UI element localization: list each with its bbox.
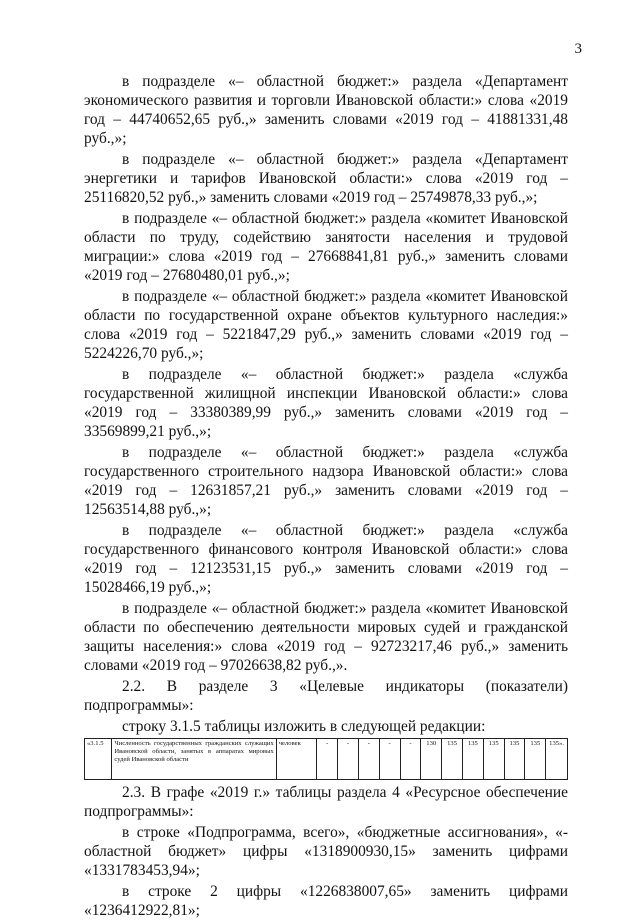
paragraph-construction-supervision: в подразделе «– областной бюджет:» раздела «служба государственного строительного надзора Ивановской области:» слова «2019 год – 12631857,21 руб.,» заменить словами «2019 год – 12563514,88 руб.,»; [84, 444, 568, 518]
paragraph-subprogram-total: в строке «Подпрограмма, всего», «бюджетные ассигнования», «- областной бюджет» цифры «1318900930,15» заменить цифрами «1331783453,94»; [84, 824, 568, 879]
table-cell-value: 135 [525, 739, 546, 780]
document-body [84, 72, 568, 922]
table-cell-value: 135 [483, 739, 504, 780]
table-cell-value: 130 [421, 739, 442, 780]
table-cell-name: Численность государственных гражданских служащих Ивановской области, занятых в аппаратах мировых судей Ивановской области [112, 739, 276, 780]
paragraph-housing-inspection: в подразделе «– областной бюджет:» раздела «служба государственной жилищной инспекции Ивановской области:» слова «2019 год – 33380389,99 руб.,» заменить словами «2019 год – 33569899,21 руб.,»; [84, 366, 568, 440]
table-cell-value: - [400, 739, 421, 780]
paragraph-magistrates-committee: в подразделе «– областной бюджет:» раздела «комитет Ивановской области по обеспечению деятельности мировых судей и гражданской защиты населения:» слова «2019 год – 92723217,46 руб.,» заменить словами «2019 год – 97026638,82 руб.,». [84, 600, 568, 674]
paragraph-cultural-heritage: в подразделе «– областной бюджет:» раздела «комитет Ивановской области по государственной охране объектов культурного наследия:» слова «2019 год – 5221847,29 руб.,» заменить словами «2019 год – 5224226,70 руб.,»; [84, 288, 568, 362]
paragraph-section-2-2: 2.2. В разделе 3 «Целевые индикаторы (показатели) подпрограммы»: [84, 678, 568, 714]
indicators-table [84, 738, 568, 780]
paragraph-row-intro: строку 3.1.5 таблицы изложить в следующей редакции: [122, 718, 486, 735]
page-number: 3 [574, 41, 582, 57]
table-cell-unit: человек [276, 739, 317, 780]
paragraph-labor-committee: в подразделе «– областной бюджет:» раздела «комитет Ивановской области по труду, содействию занятости населения и трудовой миграции:» слова «2019 год – 27668841,81 руб.,» заменить словами «2019 год – 27680480,01 руб.,»; [84, 210, 568, 284]
table-cell-value: 135». [546, 739, 568, 780]
table-cell-value: 135 [504, 739, 525, 780]
table-cell-code: «3.1.5 [85, 739, 112, 780]
paragraph-row-2: в строке 2 цифры «1226838007,65» заменить цифрами «1236412922,81»; [84, 883, 568, 919]
table-cell-value: 135 [442, 739, 463, 780]
paragraph-economic-development: в подразделе «– областной бюджет:» раздела «Департамент экономического развития и торговли Ивановской области:» слова «2019 год – 44740652,65 руб.,» заменить словами «2019 год – 41881331,48 руб.,»; [84, 73, 568, 147]
paragraph-energy-tariffs: в подразделе «– областной бюджет:» раздела «Департамент энергетики и тарифов Ивановской области:» слова «2019 год – 25116820,52 руб.,» заменить словами «2019 год – 25749878,33 руб.,»; [84, 151, 568, 206]
table-cell-value: 135 [462, 739, 483, 780]
table-cell-value: - [358, 739, 379, 780]
table-cell-value: - [317, 739, 338, 780]
paragraph-financial-control: в подразделе «– областной бюджет:» раздела «служба государственного финансового контроля Ивановской области:» слова «2019 год – 12123531,15 руб.,» заменить словами «2019 год – 15028466,19 руб.,»; [84, 522, 568, 596]
table-cell-value: - [379, 739, 400, 780]
table-cell-value: - [338, 739, 359, 780]
paragraph-section-2-3: 2.3. В графе «2019 г.» таблицы раздела 4 «Ресурсное обеспечение подпрограммы»: [84, 784, 568, 820]
table-row [85, 739, 568, 780]
